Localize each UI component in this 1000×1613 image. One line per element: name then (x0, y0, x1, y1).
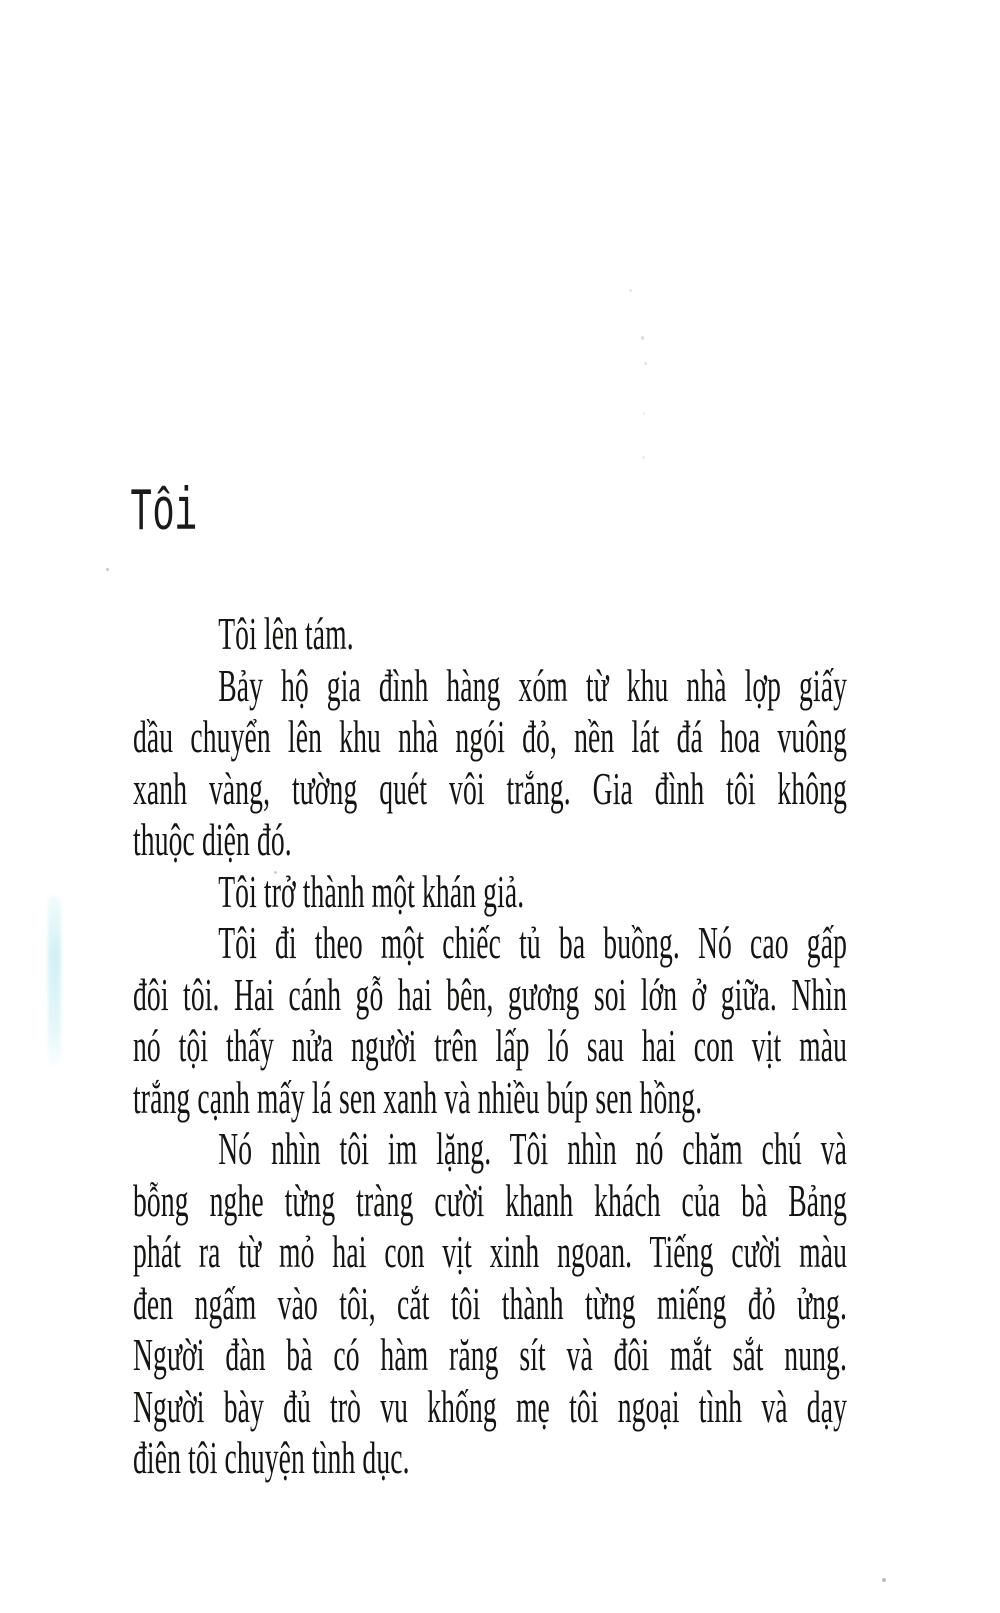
scan-speck (643, 412, 645, 415)
text-line: đen ngấm vào tôi, cắt tôi thành từng miếng đỏ ửng. (133, 1277, 847, 1329)
text-line: thuộc diện đó. (133, 814, 292, 865)
text-line: Tôi lên tám. (218, 608, 354, 659)
text-line: xanh vàng, tường quét vôi trắng. Gia đình tôi không (133, 762, 847, 814)
text-line: phát ra từ mỏ hai con vịt xinh ngoan. Tiếng cười màu (133, 1226, 847, 1277)
scanner-streak-artifact (48, 896, 61, 1066)
text-line: Nó nhìn tôi im lặng. Tôi nhìn nó chăm chú và (218, 1123, 847, 1174)
scan-speck (629, 289, 632, 292)
text-line: Người đàn bà có hàm răng sít và đôi mắt sắt nung. (133, 1329, 847, 1380)
text-line: Tôi trở thành một khán giả. (218, 865, 525, 917)
text-line: trắng cạnh mấy lá sen xanh và nhiều búp sen hồng. (133, 1071, 703, 1123)
text-line: đôi tôi. Hai cánh gỗ hai bên, gương soi lớn ở giữa. Nhìn (133, 968, 847, 1020)
text-line: Tôi đi theo một chiếc tủ ba buồng. Nó cao gấp (218, 917, 847, 968)
text-line: dầu chuyển lên khu nhà ngói đỏ, nền lát đá hoa vuông (133, 711, 847, 762)
text-line: điên tôi chuyện tình dục. (133, 1432, 410, 1483)
scan-speck (106, 568, 109, 571)
body-text-block (133, 608, 847, 1484)
body-text-lines (133, 608, 847, 1484)
scan-speck (642, 456, 645, 459)
text-line: Người bày đủ trò vu khống mẹ tôi ngoại tình và dạy (133, 1380, 847, 1432)
scan-speck (644, 362, 647, 365)
scan-speck (882, 1578, 886, 1582)
text-line: nó tội thấy nửa người trên lấp ló sau hai con vịt màu (133, 1020, 847, 1071)
chapter-title: Tôi (130, 480, 197, 548)
scan-speck (641, 336, 644, 340)
text-line: bỗng nghe từng tràng cười khanh khách của bà Bảng (133, 1174, 847, 1226)
text-line: Bảy hộ gia đình hàng xóm từ khu nhà lợp giấy (218, 659, 847, 711)
